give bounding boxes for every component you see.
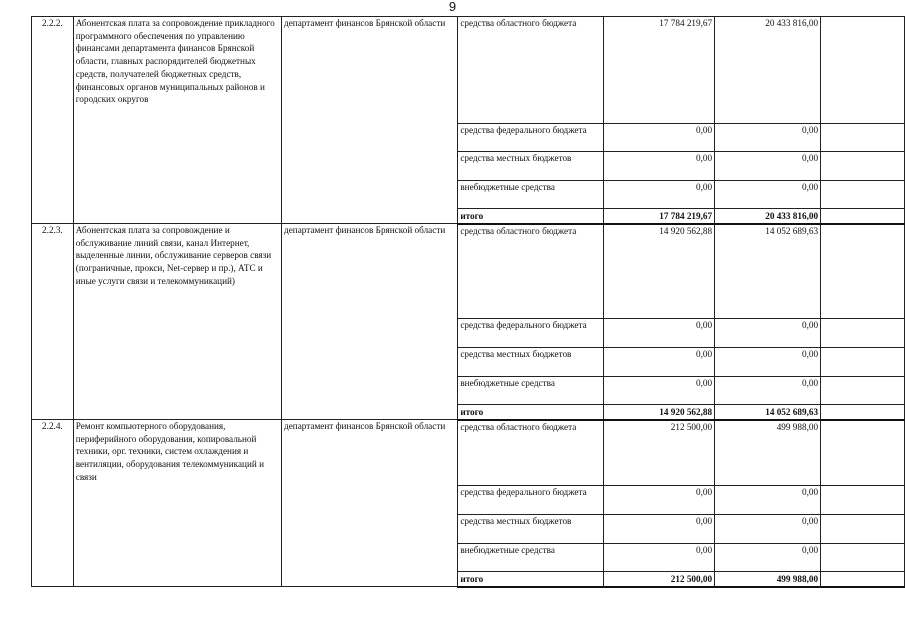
table-row bbox=[32, 17, 905, 124]
funding-source: средства местных бюджетов bbox=[458, 152, 604, 181]
funding-source: средства федерального бюджета bbox=[458, 124, 604, 152]
table-row bbox=[32, 224, 905, 319]
empty-cell bbox=[821, 209, 905, 224]
empty-cell bbox=[821, 152, 905, 181]
empty-cell bbox=[821, 420, 905, 486]
amount-year-2: 0,00 bbox=[715, 348, 821, 377]
funding-source: средства областного бюджета bbox=[458, 17, 604, 124]
amount-year-2: 499 988,00 bbox=[715, 572, 821, 587]
funding-source: средства местных бюджетов bbox=[458, 515, 604, 544]
amount-year-1: 0,00 bbox=[604, 515, 715, 544]
funding-source: средства местных бюджетов bbox=[458, 348, 604, 377]
amount-year-2: 14 052 689,63 bbox=[715, 224, 821, 319]
table-body bbox=[32, 17, 905, 587]
item-department: департамент финансов Брянской области bbox=[282, 224, 458, 420]
amount-year-2: 0,00 bbox=[715, 486, 821, 515]
page-number: 9 bbox=[448, 0, 457, 14]
funding-source: внебюджетные средства bbox=[458, 544, 604, 572]
amount-year-2: 20 433 816,00 bbox=[715, 17, 821, 124]
amount-year-1: 0,00 bbox=[604, 152, 715, 181]
amount-year-1: 0,00 bbox=[604, 544, 715, 572]
empty-cell bbox=[821, 124, 905, 152]
amount-year-2: 0,00 bbox=[715, 152, 821, 181]
item-department: департамент финансов Брянской области bbox=[282, 17, 458, 224]
item-number: 2.2.2. bbox=[32, 17, 74, 224]
item-description: Абонентская плата за сопровождение прикладного программного обеспечения по управлению финансами департамента финансов Брянской области, главных распорядителей бюджетных средств, получателей бюджетных средств, финансовых органов муниципальных районов и городских округов bbox=[73, 17, 281, 224]
funding-source: итого bbox=[458, 209, 604, 224]
amount-year-1: 212 500,00 bbox=[604, 420, 715, 486]
funding-source: средства федерального бюджета bbox=[458, 319, 604, 348]
amount-year-1: 0,00 bbox=[604, 124, 715, 152]
empty-cell bbox=[821, 544, 905, 572]
item-number: 2.2.3. bbox=[32, 224, 74, 420]
empty-cell bbox=[821, 348, 905, 377]
amount-year-2: 20 433 816,00 bbox=[715, 209, 821, 224]
amount-year-2: 0,00 bbox=[715, 544, 821, 572]
funding-source: средства областного бюджета bbox=[458, 420, 604, 486]
amount-year-1: 0,00 bbox=[604, 181, 715, 209]
budget-table bbox=[31, 16, 905, 588]
item-description: Ремонт компьютерного оборудования, периферийного оборудования, копировальной техники, орг. техники, систем охлаждения и вентиляции, оборудования телекоммуникаций и связи bbox=[73, 420, 281, 587]
amount-year-2: 0,00 bbox=[715, 181, 821, 209]
empty-cell bbox=[821, 181, 905, 209]
amount-year-2: 0,00 bbox=[715, 124, 821, 152]
amount-year-1: 0,00 bbox=[604, 348, 715, 377]
funding-source: средства областного бюджета bbox=[458, 224, 604, 319]
empty-cell bbox=[821, 405, 905, 420]
amount-year-1: 14 920 562,88 bbox=[604, 224, 715, 319]
empty-cell bbox=[821, 377, 905, 405]
empty-cell bbox=[821, 224, 905, 319]
funding-source: внебюджетные средства bbox=[458, 181, 604, 209]
amount-year-2: 14 052 689,63 bbox=[715, 405, 821, 420]
amount-year-2: 0,00 bbox=[715, 319, 821, 348]
item-department: департамент финансов Брянской области bbox=[282, 420, 458, 587]
empty-cell bbox=[821, 572, 905, 587]
amount-year-1: 0,00 bbox=[604, 486, 715, 515]
amount-year-2: 0,00 bbox=[715, 377, 821, 405]
empty-cell bbox=[821, 486, 905, 515]
amount-year-1: 0,00 bbox=[604, 377, 715, 405]
amount-year-1: 17 784 219,67 bbox=[604, 209, 715, 224]
empty-cell bbox=[821, 319, 905, 348]
amount-year-2: 0,00 bbox=[715, 515, 821, 544]
amount-year-1: 17 784 219,67 bbox=[604, 17, 715, 124]
amount-year-1: 14 920 562,88 bbox=[604, 405, 715, 420]
amount-year-1: 0,00 bbox=[604, 319, 715, 348]
item-number: 2.2.4. bbox=[32, 420, 74, 587]
empty-cell bbox=[821, 17, 905, 124]
amount-year-2: 499 988,00 bbox=[715, 420, 821, 486]
amount-year-1: 212 500,00 bbox=[604, 572, 715, 587]
funding-source: итого bbox=[458, 405, 604, 420]
item-description: Абонентская плата за сопровождение и обслуживание линий связи, канал Интернет, выделенные линии, обслуживание серверов связи (пограничные, прокси, Net-сервер и пр.), АТС и иные услуги связи и телекоммуникаций) bbox=[73, 224, 281, 420]
empty-cell bbox=[821, 515, 905, 544]
funding-source: внебюджетные средства bbox=[458, 377, 604, 405]
table-row bbox=[32, 420, 905, 486]
funding-source: итого bbox=[458, 572, 604, 587]
funding-source: средства федерального бюджета bbox=[458, 486, 604, 515]
